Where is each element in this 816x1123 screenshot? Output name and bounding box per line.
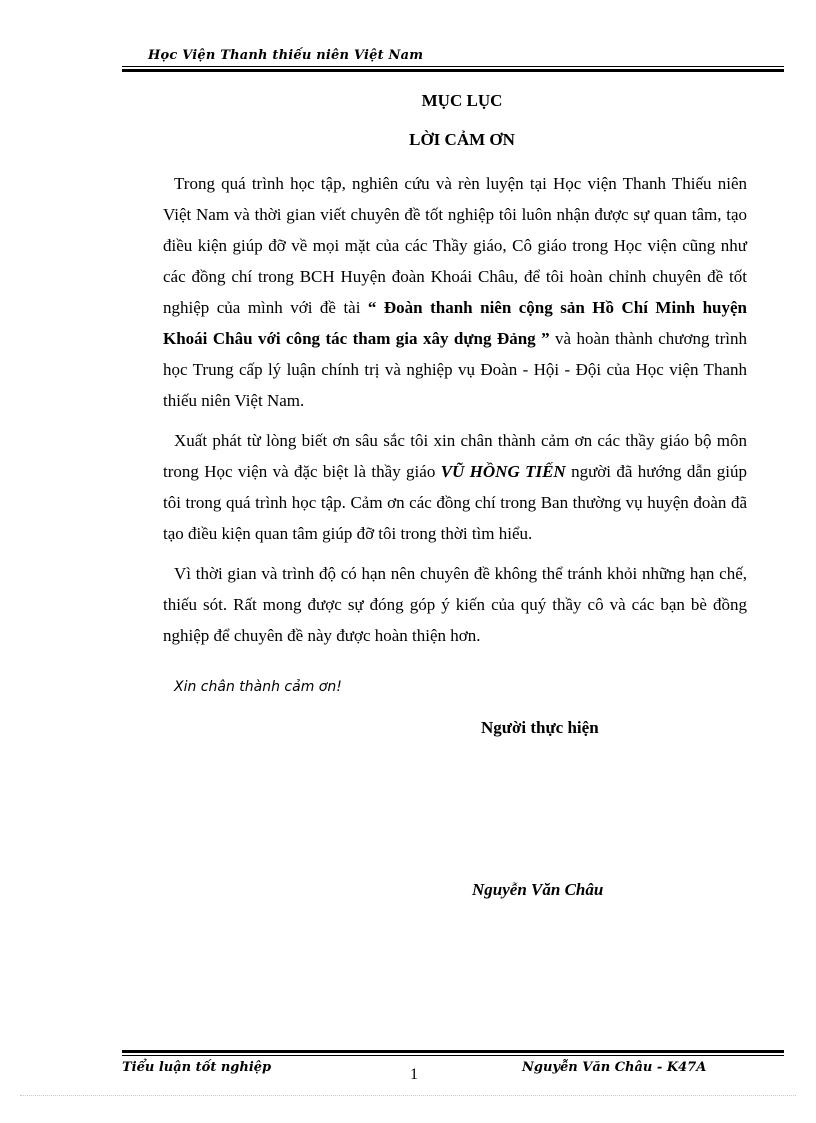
paragraph-2 [163, 425, 747, 549]
paragraph-1-text-b: và hoàn thành chương trình học Trung cấp lý luận chính trị và nghiệp vụ Đoàn - Hội - Đội của Học viện Thanh thiếu niên Việt Nam. [163, 329, 747, 410]
footer-rule-thin [122, 1055, 784, 1056]
header-title: Học Viện Thanh thiếu niên Việt Nam [148, 48, 424, 63]
page-edge-divider [20, 1095, 796, 1096]
header-rule-thick [122, 69, 784, 72]
footer-left-text: Tiểu luận tốt nghiệp [122, 1060, 272, 1075]
performer-label: Người thực hiện [481, 718, 599, 737]
paragraph-3: Vì thời gian và trình độ có hạn nên chuyên đề không thể tránh khỏi những hạn chế, thiếu sót. Rất mong được sự đóng góp ý kiến của quý thầy cô và các bạn bè đồng nghiệp để chuyên đề này được hoàn thiện hơn. [163, 564, 747, 645]
paragraph-2-text-a: Xuất phát từ lòng biết ơn sâu sắc tôi xin chân thành cảm ơn các thầy giáo bộ môn trong Học viện và đặc biệt là thầy giáo [163, 431, 747, 481]
footer-right-text: Nguyễn Văn Châu - K47A [522, 1060, 707, 1075]
footer-rule-thick [122, 1050, 784, 1053]
author-name: Nguyễn Văn Châu [472, 880, 604, 899]
paragraph-1-topic: “ Đoàn thanh niên cộng sản Hồ Chí Minh huyện Khoái Châu với công tác tham gia xây dựng Đảng ” [163, 298, 747, 348]
closing-thanks: Xin chân thành cảm ơn! [174, 679, 342, 695]
paragraph-1 [163, 168, 747, 416]
body-text [163, 168, 747, 660]
acknowledgement-title: LỜI CẢM ƠN [409, 130, 515, 149]
header-rule-thin [122, 66, 784, 67]
paragraph-2-text-b: người đã hướng dẫn giúp tôi trong quá trình học tập. Cảm ơn các đồng chí trong Ban thường vụ huyện đoàn đã tạo điều kiện quan tâm giúp đỡ tôi trong thời tìm hiểu. [163, 462, 747, 543]
toc-title: MỤC LỤC [421, 91, 503, 110]
paragraph-1-text-a: Trong quá trình học tập, nghiên cứu và rèn luyện tại Học viện Thanh Thiếu niên Việt Nam và thời gian viết chuyên đề tốt nghiệp tôi luôn nhận được sự quan tâm, tạo điều kiện giúp đỡ về mọi mặt của các Thầy giáo, Cô giáo trong Học viện cũng như các đồng chí trong BCH Huyện đoàn Khoái Châu, để tôi hoàn chỉnh chuyên đề tốt nghiệp của mình với đề tài [163, 174, 747, 317]
page-number: 1 [410, 1066, 418, 1083]
paragraph-2-teacher: VŨ HỒNG TIẾN [440, 462, 566, 481]
